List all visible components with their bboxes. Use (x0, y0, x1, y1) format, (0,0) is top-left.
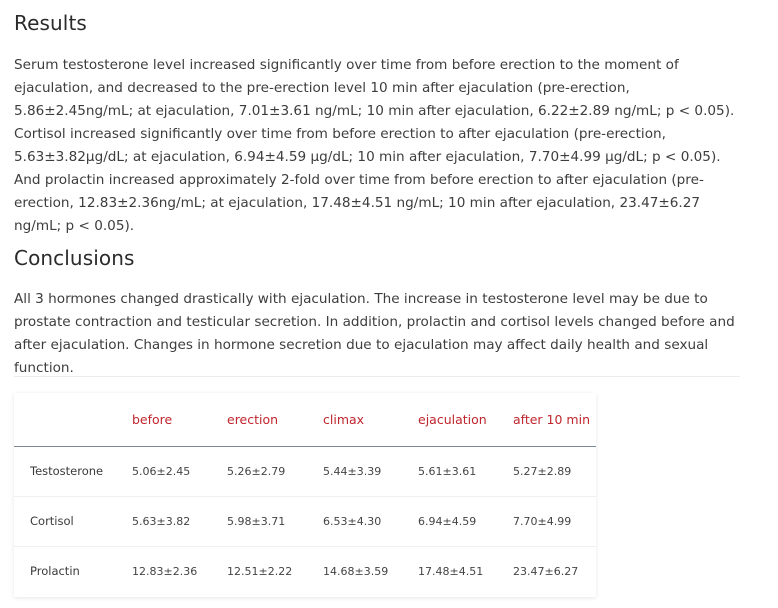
table-cell: 12.51±2.22 (227, 564, 293, 578)
header-cell-climax: climax (323, 411, 365, 427)
table-cell: 5.63±3.82 (132, 514, 191, 528)
hormone-table-card (14, 393, 596, 597)
table-cell: 5.44±3.39 (323, 464, 382, 478)
header-cell-before: before (132, 411, 173, 427)
results-heading: Results (14, 11, 87, 35)
conclusions-paragraph: All 3 hormones changed drastically with ejaculation. The increase in testosterone level may be due to prostate contraction and testicular secretion. In addition, prolactin and cortisol levels changed before and after ejaculation. Changes in hormone secretion due to ejaculation may affect daily health and sexual function. (14, 291, 735, 376)
table-cell: 5.27±2.89 (513, 464, 572, 478)
table-cell: 6.94±4.59 (418, 514, 477, 528)
conclusions-heading: Conclusions (14, 246, 135, 270)
header-cell-ejaculation: ejaculation (418, 411, 487, 427)
table-row (14, 496, 596, 546)
header-cell-erection: erection (227, 411, 279, 427)
table-cell: 5.06±2.45 (132, 464, 191, 478)
table-row (14, 446, 596, 496)
section-divider (14, 376, 740, 377)
table-cell: 7.70±4.99 (513, 514, 572, 528)
table-row (14, 546, 596, 596)
row-label: Cortisol (30, 514, 74, 528)
header-cell-blank (14, 393, 132, 446)
header-cell-after-10-min: after 10 min (513, 411, 590, 427)
table-cell: 5.61±3.61 (418, 464, 477, 478)
table-cell: 5.98±3.71 (227, 514, 286, 528)
row-label: Prolactin (30, 564, 80, 579)
row-label: Testosterone (30, 464, 104, 478)
table-cell: 12.83±2.36 (132, 564, 198, 578)
table-header-row (14, 393, 596, 446)
results-paragraph: Serum testosterone level increased significantly over time from before erection to the moment of ejaculation, and decreased to the pre-erection level 10 min after ejaculation (pre-erection, 5.86±2.45ng/mL; at ejaculation, 7.01±3.61 ng/mL; 10 min after ejaculation, 6.22±2.89 ng/mL; p < 0.05). Cortisol increased significantly over time from before erection to after ejaculation (pre-erection, 5.63±3.82μg/dL; at ejaculation, 6.94±4.59 μg/dL; 10 min after ejaculation, 7.70±4.99 μg/dL; p < 0.05). And prolactin increased approximately 2-fold over time from before erection to after ejaculation (pre-erection, 12.83±2.36ng/mL; at ejaculation, 17.48±4.51 ng/mL; 10 min after ejaculation, 23.47±6.27 ng/mL; p < 0.05). (14, 57, 735, 234)
table-cell: 23.47±6.27 (513, 564, 579, 578)
hormone-table (14, 393, 596, 596)
table-cell: 6.53±4.30 (323, 514, 382, 528)
table-cell: 14.68±3.59 (323, 564, 389, 578)
table-cell: 5.26±2.79 (227, 464, 286, 478)
table-cell: 17.48±4.51 (418, 564, 484, 578)
